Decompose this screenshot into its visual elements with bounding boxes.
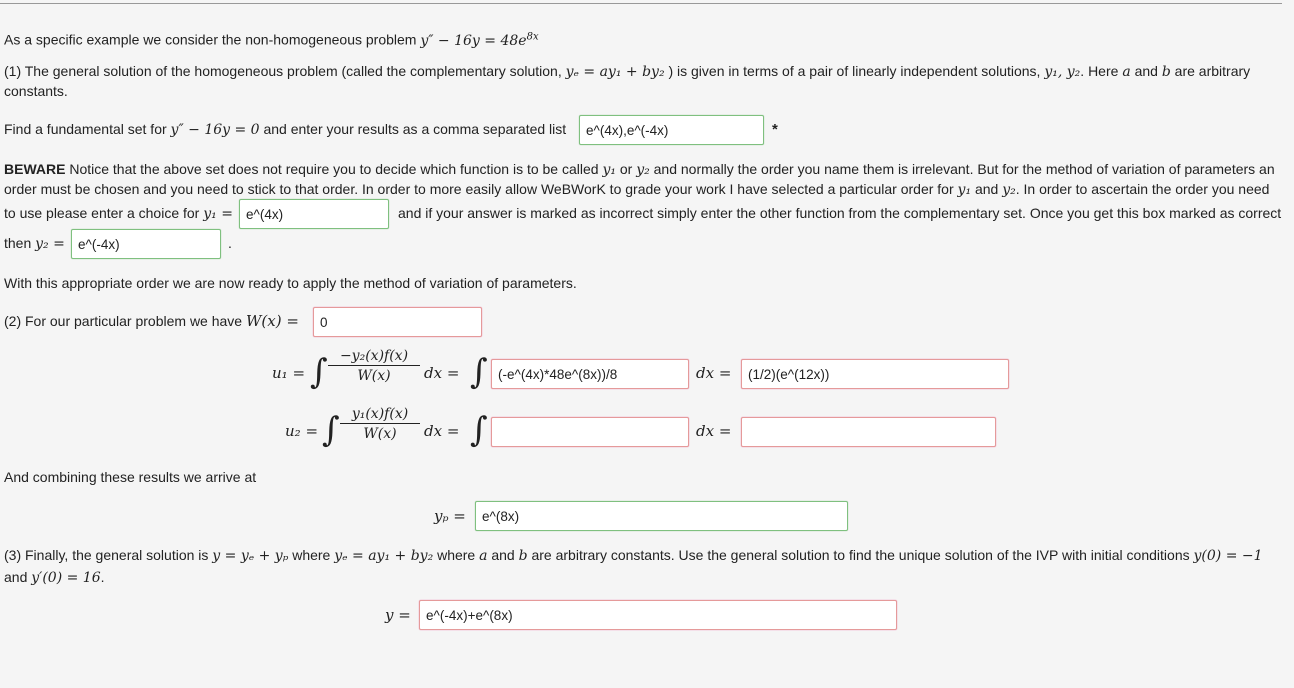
u1-fraction [328,347,420,386]
u2-dx-label-2: dx = [696,422,732,440]
top-divider [0,3,1282,4]
part3-line2: and y′(0) = 16. [4,569,105,586]
u1-integral-sign-2: ∫ [470,352,488,392]
beware-line4-label: then y₂ = [4,235,65,252]
combining-text: And combining these results we arrive at [4,469,257,485]
required-star: * [772,121,778,138]
u2-dx-label: dx = [424,422,460,440]
u1-dx-label-2: dx = [696,364,732,382]
fundamental-set-input[interactable] [579,115,764,145]
part3-line1: (3) Finally, the general solution is y = yₑ + yₚ where yₑ = ay₁ + by₂ where a and b are arbitrary constants. Use the general solution to find the unique solution of the IVP with initial conditions y(0) = −1 [4,547,1263,564]
final-solution-input[interactable] [419,600,897,630]
u2-label: u₂ = [285,422,319,440]
beware-line3-text: and if your answer is marked as incorrect simply enter the other function from the complementary set. Once you get this box marked as correct [398,205,1282,221]
final-y-label: y = [385,606,411,624]
u1-label: u₁ = [272,364,306,382]
wronskian-input[interactable] [313,307,482,337]
beware-label: BEWARE [4,161,66,177]
u1-result-input[interactable] [741,359,1009,389]
u2-numerator: y₁(x)f(x) [340,405,420,424]
u2-result-input[interactable] [741,417,996,447]
order-text: With this appropriate order we are now ready to apply the method of variation of parameters. [4,275,577,291]
wronskian-label: W(x) = [246,312,299,330]
beware-line3-label: to use please enter a choice for y₁ = [4,205,233,222]
part1-line1: (1) The general solution of the homogeneous problem (called the complementary solution, yₑ = ay₁ + by₂ ) is given in terms of a pair of linearly independent solutions, y₁, y₂. Here a and b are arbitrary [4,63,1251,80]
u2-integral-sign: ∫ [322,410,340,450]
beware-line2: order must be chosen and you need to stick to that order. In order to more easily allow WeBWorK to grade your work I have selected a particular order for y₁ and y₂. In order to ascertain the order you need [4,181,1270,198]
beware-line1: BEWARE Notice that the above set does not require you to decide which function is to be called y₁ or y₂ and normally the order you name them is irrelevant. But for the method of variation of parameters an [4,161,1275,178]
u1-integrand-input[interactable] [491,359,689,389]
u2-integral-sign-2: ∫ [470,410,488,450]
u2-denominator: W(x) [363,426,397,442]
u1-numerator: −y₂(x)f(x) [328,347,420,366]
beware-line4-dot: . [228,235,232,251]
part1-line2: constants. [4,83,68,99]
u1-dx-label: dx = [424,364,460,382]
u2-integrand-input[interactable] [491,417,689,447]
initial-condition-1: y(0) = −1 [1193,548,1263,564]
yc-equation: yₑ = ay₁ + by₂ [565,64,665,80]
initial-condition-2: y′(0) = 16 [31,570,101,586]
part2-line: (2) For our particular problem we have W(x) = [4,312,299,330]
u1-denominator: W(x) [357,368,391,384]
intro-equation: $y'' - 16y = 48e^{8x}$ [420,31,539,49]
yp-label: yₚ = [434,507,466,525]
yp-input[interactable] [475,501,848,531]
fundamental-prompt: Find a fundamental set for y″ − 16y = 0 and enter your results as a comma separated list [4,121,567,138]
intro-text: As a specific example we consider the non-homogeneous problem [4,31,417,48]
y2-choice-input[interactable] [71,229,221,259]
y1-choice-input[interactable] [239,199,389,229]
u2-fraction [340,405,420,444]
u1-integral-sign: ∫ [310,352,328,392]
intro-line [4,27,539,51]
